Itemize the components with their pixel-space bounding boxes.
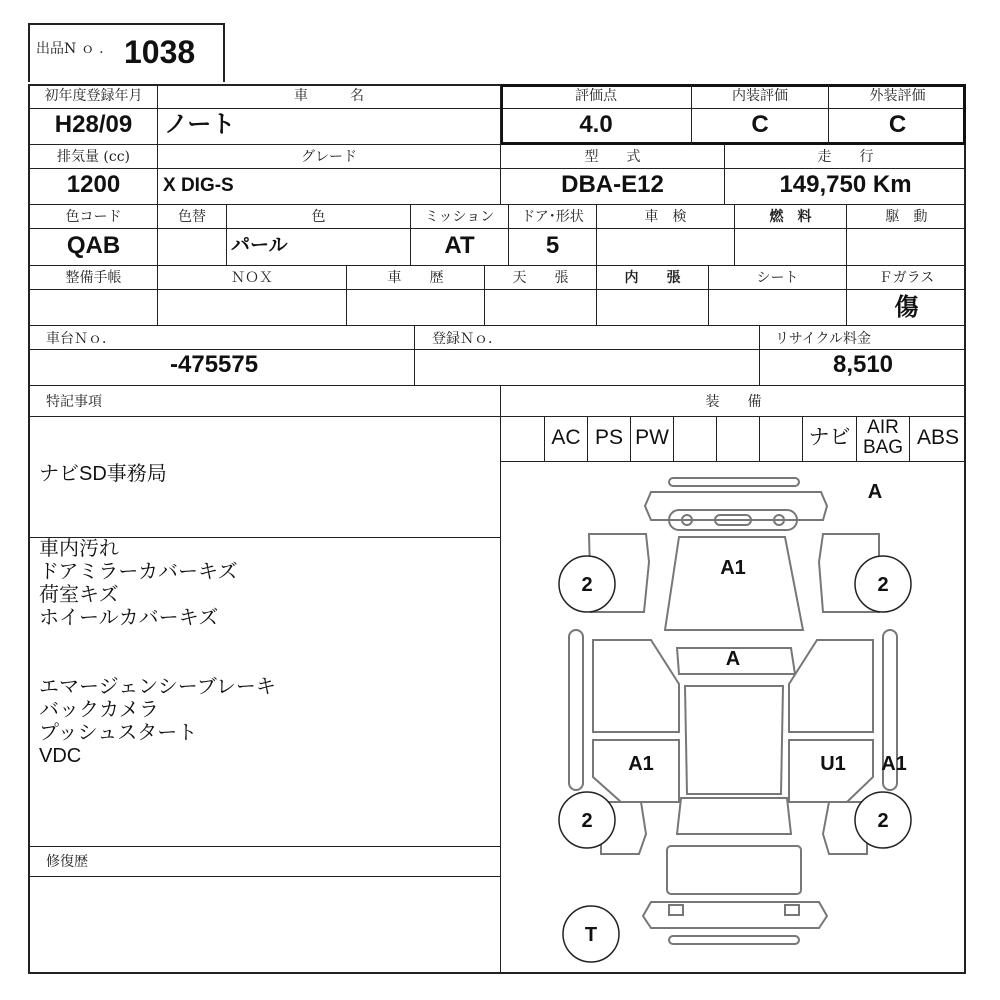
equipment-item-ps: PS bbox=[594, 426, 623, 449]
rear-glass bbox=[677, 798, 791, 834]
value-score: 4.0 bbox=[579, 111, 613, 138]
value-first-registration: H28/09 bbox=[54, 111, 133, 138]
label-repair-history: 修復歴 bbox=[46, 854, 88, 870]
front-bumper-top bbox=[669, 478, 799, 486]
rear-bumper-bottom bbox=[669, 936, 799, 944]
label-inner-lining: 内 張 bbox=[624, 270, 681, 286]
label-chassis-no: 車台Ｎｏ． bbox=[46, 331, 116, 347]
mark-windshield: A bbox=[725, 648, 741, 670]
label-history: 車 歴 bbox=[387, 270, 444, 286]
label-seat: シート bbox=[756, 270, 799, 286]
label-model: 型 式 bbox=[584, 149, 641, 165]
value-interior-grade: C bbox=[751, 111, 769, 138]
value-doors: 5 bbox=[545, 232, 560, 259]
trunk bbox=[667, 846, 801, 894]
label-equipment: 装 備 bbox=[705, 394, 762, 410]
mark-left-front-door: A1 bbox=[628, 753, 654, 775]
tire-front-right-rank: 2 bbox=[877, 574, 889, 596]
value-mileage: 149,750 Km bbox=[779, 171, 912, 198]
mark-front-bumper: A bbox=[867, 481, 883, 503]
special-note-2: 車内汚れ ドアミラーカバーキズ 荷室キズ ホイールカバーキズ エマージェンシーブレーキ バックカメラ プッシュスタート VDC bbox=[39, 538, 276, 767]
label-color: 色 bbox=[311, 209, 326, 225]
value-displacement: 1200 bbox=[66, 171, 121, 198]
value-mission: AT bbox=[444, 232, 475, 259]
tire-rear-left-rank: 2 bbox=[581, 810, 593, 832]
left-front-door bbox=[593, 640, 679, 732]
label-doors: ドア･形状 bbox=[521, 209, 584, 225]
label-special-notes: 特記事項 bbox=[46, 394, 102, 410]
equipment-item-navi: ナビ bbox=[808, 426, 851, 449]
value-front-glass: 傷 bbox=[894, 292, 919, 321]
lot-number: 1038 bbox=[124, 34, 196, 70]
value-car-name: ノート bbox=[164, 111, 236, 138]
label-first-registration: 初年度登録年月 bbox=[44, 88, 143, 104]
equipment-item-abs: ABS bbox=[916, 426, 960, 449]
label-grade: グレード bbox=[301, 149, 357, 165]
label-exterior-grade: 外装評価 bbox=[869, 88, 926, 104]
label-front-glass: Ｆガラス bbox=[878, 270, 935, 286]
value-recycle-fee: 8,510 bbox=[832, 351, 894, 378]
label-car-name: 車 名 bbox=[294, 88, 364, 104]
label-score: 評価点 bbox=[575, 88, 617, 104]
special-note-1: ナビSD事務局 bbox=[39, 463, 167, 485]
label-fuel: 燃 料 bbox=[769, 209, 812, 225]
hood bbox=[665, 537, 803, 630]
label-interior-grade: 内装評価 bbox=[732, 88, 788, 104]
label-recycle-fee: リサイクル料金 bbox=[775, 331, 872, 347]
mark-right-front-door: U1 bbox=[820, 753, 846, 775]
tire-rear-right-rank: 2 bbox=[877, 810, 889, 832]
label-color-code: 色コード bbox=[65, 209, 122, 225]
tool-mark: T bbox=[584, 924, 598, 946]
equipment-item-airbag: AIR BAG bbox=[862, 417, 904, 458]
label-color-change: 色替 bbox=[178, 209, 206, 225]
label-roof-lining: 天 張 bbox=[512, 270, 569, 286]
label-inspection: 車 検 bbox=[644, 209, 687, 225]
equipment-item-ac: AC bbox=[551, 426, 581, 449]
label-mileage: 走 行 bbox=[817, 149, 874, 165]
value-exterior-grade: C bbox=[888, 111, 907, 138]
label-registration-no: 登録Ｎｏ． bbox=[432, 331, 502, 347]
value-model: DBA-E12 bbox=[561, 171, 664, 198]
label-drive: 駆 動 bbox=[885, 209, 928, 225]
right-front-door bbox=[789, 640, 873, 732]
label-nox: ＮＯＸ bbox=[231, 270, 273, 286]
mark-hood: A1 bbox=[720, 557, 746, 579]
label-maintenance-book: 整備手帳 bbox=[65, 270, 122, 286]
label-displacement: 排気量 (cc) bbox=[56, 149, 131, 165]
mark-right-edge: A1 bbox=[881, 753, 907, 775]
value-grade: X DIG-S bbox=[163, 175, 234, 196]
tire-front-left-rank: 2 bbox=[581, 574, 593, 596]
value-color-code: QAB bbox=[66, 232, 121, 259]
car-damage-diagram bbox=[501, 462, 966, 974]
roof bbox=[685, 686, 783, 794]
value-color: パール bbox=[231, 235, 288, 256]
label-mission: ミッション bbox=[424, 209, 495, 225]
lot-label: 出品N ｏ . bbox=[36, 41, 104, 57]
value-chassis-no: -475575 bbox=[170, 351, 259, 378]
equipment-item-pw: PW bbox=[635, 426, 669, 449]
